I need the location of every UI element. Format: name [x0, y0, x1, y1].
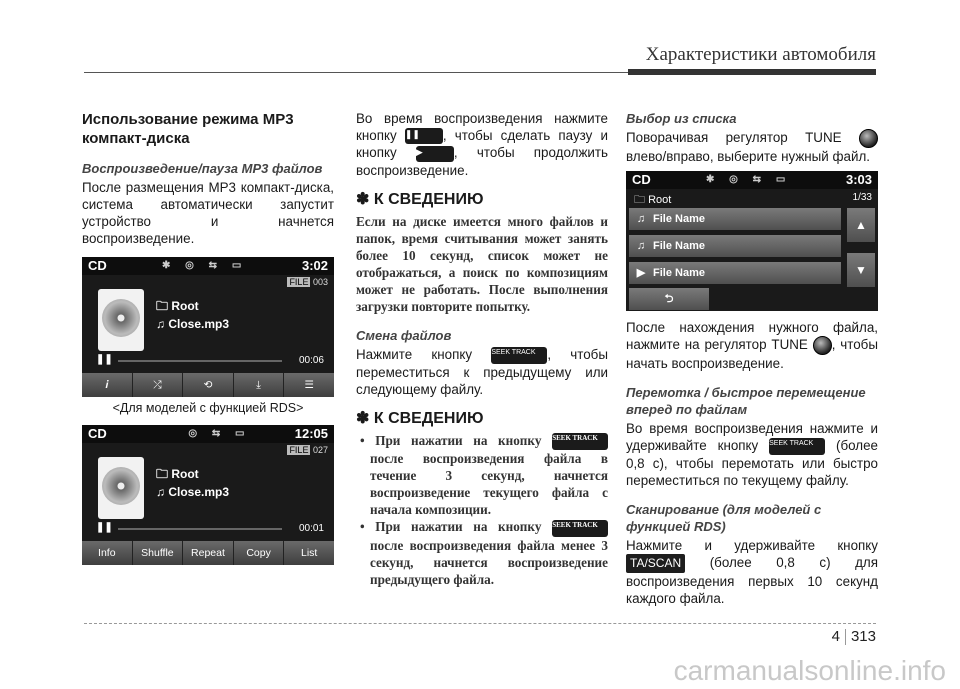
- track-name: ♫ Close.mp3: [156, 485, 230, 499]
- copy-icon[interactable]: ⤓: [234, 373, 285, 397]
- column-2: [356, 110, 608, 588]
- list-item[interactable]: ▶ File Name: [629, 262, 841, 284]
- paragraph-select-list: Поворачивая регулятор TUNE влево/вправо, выберите нужный файл.: [626, 129, 878, 165]
- info-button[interactable]: Info: [82, 541, 133, 565]
- list-icon[interactable]: ☰: [304, 379, 314, 391]
- screen-standard: [82, 425, 334, 565]
- seek-track-icon: SEEK TRACK: [769, 438, 825, 455]
- column-3: [626, 110, 878, 607]
- clock: 3:02: [301, 258, 328, 273]
- list-item[interactable]: ♫ File Name: [629, 235, 841, 257]
- list-item[interactable]: ♫ File Name: [629, 208, 841, 230]
- tune-knob-icon: [813, 336, 832, 355]
- list-counter: 1/33: [852, 192, 872, 203]
- screen-status-bar: CD ✱ ◎ ⇆ ▭ 3:03: [626, 171, 878, 189]
- progress-bar: ❚❚ 00:01: [96, 522, 324, 534]
- paragraph-autoplay: После размещения MP3 компакт-диска, система автоматически запустит устройство и начнется воспроизведение.: [82, 180, 334, 246]
- play-button-icon: ▶: [416, 146, 454, 162]
- status-icons: ✱ ◎ ⇆ ▭: [162, 260, 248, 271]
- paragraph-rewind: Во время воспроизведения нажмите и удерживайте кнопку SEEK TRACK (более 0,8 с), чтобы перемотать или быстро переместиться по текущему файлу.: [626, 421, 878, 488]
- folder-name: 🗀 Root: [156, 467, 199, 481]
- cd-icon: [98, 457, 144, 519]
- section-heading: Использование режима MP3 компакт-диска: [82, 111, 294, 147]
- status-icons: ◎ ⇆ ▭: [162, 428, 251, 439]
- footer-rule: [84, 623, 876, 624]
- column-1: [82, 110, 334, 565]
- copy-button[interactable]: Copy: [234, 541, 285, 565]
- pause-button-icon: ❚❚: [405, 128, 443, 144]
- paragraph-pause: Во время воспроизведения нажмите кнопку ❚❚ , чтобы сделать паузу и кнопку ▶ , чтобы продолжить воспроизведение.: [356, 111, 608, 178]
- screen-file-list: [626, 171, 878, 311]
- seek-track-icon: SEEK TRACK: [491, 347, 547, 364]
- bullet-item: • При нажатии на кнопку SEEK TRACK после воспроизведения файла менее 3 секунд, начнется воспроизведение предыдущего файла.: [360, 519, 608, 587]
- folder-name: 🗀 Root: [156, 299, 199, 313]
- note-text: Если на диске имеется много файлов и папок, время считывания может занять более 10 секунд, список может не отображаться, а поиск по композициям может не работать. После выполнения загрузки повторите попытку.: [356, 213, 608, 314]
- subheading-play-pause: Воспроизведение/пауза MP3 файлов: [82, 161, 323, 176]
- shuffle-button[interactable]: Shuffle: [133, 541, 184, 565]
- file-counter: FILE 003: [289, 277, 328, 287]
- scroll-down-icon[interactable]: ▼: [847, 253, 875, 287]
- subheading-change-files: Смена файлов: [356, 327, 452, 343]
- paragraph-scan: Нажмите и удерживайте кнопку TA/SCAN (более 0,8 с) для воспроизведения первых 10 секунд каждого файла.: [626, 537, 878, 606]
- screen-status-bar: [82, 257, 334, 275]
- info-icon[interactable]: 𝒊: [82, 373, 133, 397]
- note-heading: ✽ К СВЕДЕНИЮ: [356, 409, 484, 427]
- note-heading: ✽ К СВЕДЕНИЮ: [356, 190, 484, 208]
- back-icon[interactable]: ⮌: [629, 288, 709, 310]
- repeat-icon[interactable]: ⟲: [183, 373, 234, 397]
- screen-status-bar: CD ◎ ⇆ ▭ 12:05: [82, 425, 334, 443]
- header-title: Характеристики автомобиля: [645, 44, 876, 65]
- pause-icon: ❚❚: [96, 522, 113, 533]
- status-icons: ✱ ◎ ⇆ ▭: [706, 174, 792, 185]
- caption-rds: <Для моделей с функцией RDS>: [112, 401, 304, 415]
- watermark: carmanualsonline.info: [673, 655, 946, 686]
- seek-track-icon: SEEK TRACK: [552, 520, 608, 537]
- pause-icon: ❚❚: [96, 354, 113, 365]
- clock: 12:05: [294, 426, 328, 441]
- page-number: 4 313: [831, 628, 876, 645]
- screen-rds: [82, 257, 334, 397]
- file-counter: FILE 027: [289, 445, 328, 455]
- subheading-select-list: Выбор из списка: [626, 111, 737, 126]
- ta-scan-icon: TA/SCAN: [626, 554, 685, 573]
- paragraph-start-playback: После нахождения нужного файла, нажмите на регулятор TUNE , чтобы начать воспроизведение.: [626, 320, 878, 371]
- track-name: ♫ Close.mp3: [156, 317, 230, 331]
- seek-track-icon: SEEK TRACK: [552, 433, 608, 450]
- screen-buttons: [82, 541, 334, 565]
- scroll-up-icon[interactable]: ▲: [847, 208, 875, 242]
- list-button[interactable]: List: [301, 547, 318, 559]
- repeat-button[interactable]: Repeat: [183, 541, 234, 565]
- source-label: CD: [88, 258, 107, 273]
- bullet-item: • При нажатии на кнопку SEEK TRACK после воспроизведения файла в течение 3 секунд, начнется воспроизведение текущего файла с начала композиции.: [360, 432, 608, 518]
- shuffle-icon[interactable]: ⤮: [133, 373, 184, 397]
- subheading-scan: Сканирование (для моделей с функцией RDS): [626, 501, 822, 534]
- cd-icon: [98, 289, 144, 351]
- paragraph-change-files: Нажмите кнопку SEEK TRACK , чтобы переместиться к предыдущему или следующему файлу.: [356, 346, 608, 397]
- progress-bar: ❚❚ 00:06: [96, 354, 324, 366]
- screen-buttons: [82, 373, 334, 397]
- folder-name: 🗀 Root: [634, 194, 672, 206]
- clock: 3:03: [845, 172, 872, 187]
- header-rule-accent: [628, 69, 876, 75]
- subheading-rewind: Перемотка / быстрое перемещение вперед по файлам: [626, 385, 866, 417]
- tune-knob-icon: [859, 129, 878, 148]
